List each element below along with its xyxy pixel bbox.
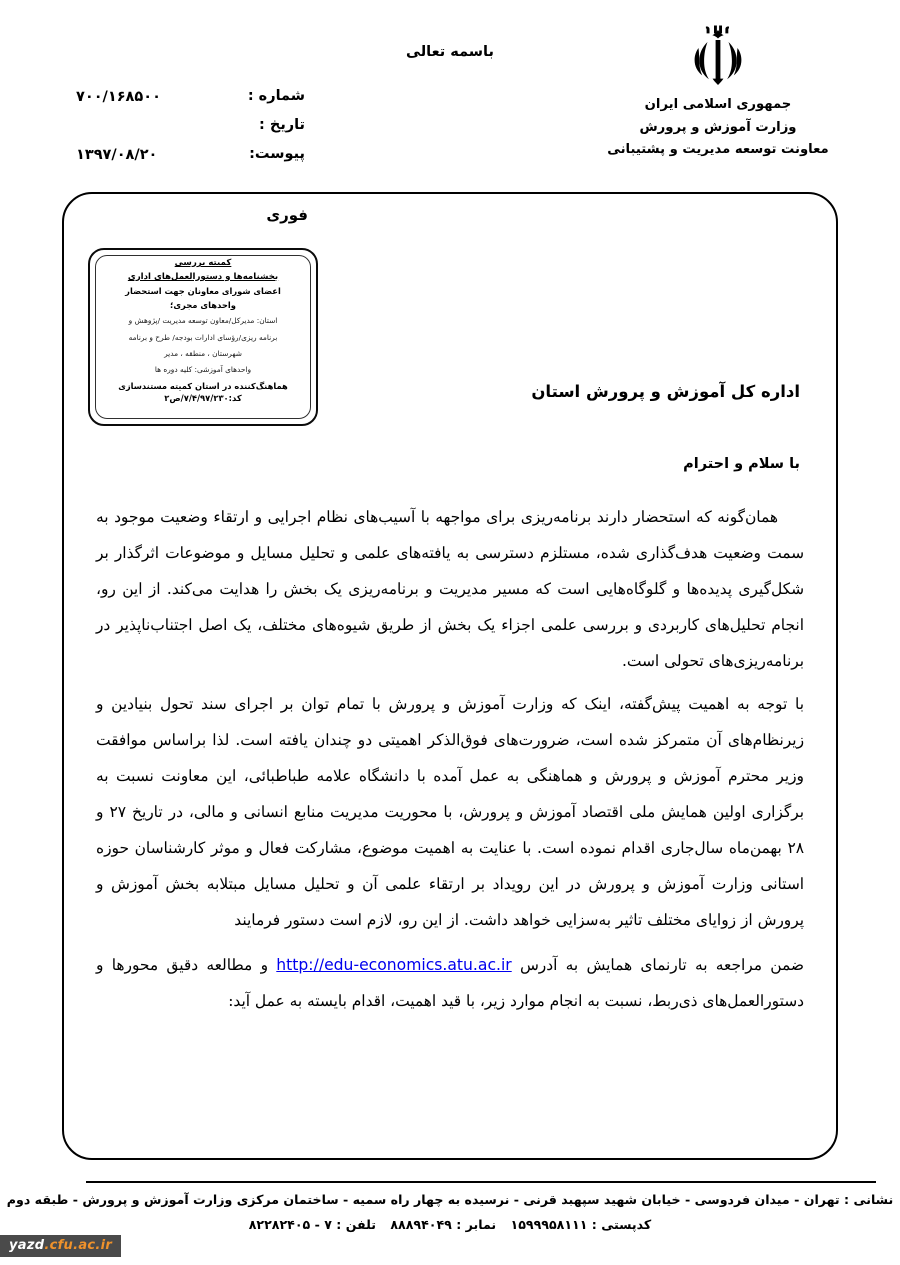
number-value: ۷۰۰/۱۶۸۵۰۰ xyxy=(76,89,161,105)
stamp-unit-line: شهرستان ، منطقه ، مدیر xyxy=(164,348,242,358)
stamp-units-heading: واحدهای مجری؛ xyxy=(170,299,236,310)
site-watermark xyxy=(0,1235,121,1257)
stamp-unit-line: واحدهای آموزشی: کلیه دوره ها xyxy=(154,365,252,375)
letter-footer xyxy=(0,1188,900,1237)
footer-contact xyxy=(0,1213,900,1238)
watermark-primary: yazd xyxy=(9,1238,45,1253)
metadata-row-attachment xyxy=(70,146,305,174)
org-line-2: وزارت آموزش و پرورش xyxy=(639,119,797,135)
conference-website-link[interactable]: http://edu-economics.atu.ac.ir xyxy=(276,955,512,974)
org-line-3: معاونت توسعه مدیریت و پشتیبانی xyxy=(607,142,829,158)
basmala-text: باسمه تعالی xyxy=(406,44,494,60)
recipient-line: اداره کل آموزش و پرورش استان xyxy=(531,382,800,401)
footer-divider xyxy=(86,1181,876,1183)
footer-address: نشانی : تهران - میدان فردوسی - خیابان شهید سپهبد قرنی - نرسیده به چهار راه سمیه - ساختمان مرکزی وزارت آموزش و پرورش - طبقه دوم xyxy=(6,1192,894,1207)
stamp-subtitle: اعضای شورای معاونان جهت استحضار xyxy=(125,285,281,296)
stamp-coordinator-line: هماهنگ‌کننده در استان کمیته مستندسازی xyxy=(118,380,288,391)
stamp-title-line-1: کمیته بررسی xyxy=(174,258,232,268)
number-label: شماره : xyxy=(247,88,305,104)
letterhead-organization xyxy=(578,24,858,162)
footer-fax: نمابر : ۸۸۸۹۴۰۴۹ xyxy=(390,1216,497,1232)
attachment-label: پیوست: xyxy=(249,146,305,162)
body-paragraph-url xyxy=(96,947,804,1020)
stamp-title-line-2: بخشنامه‌ها و دستورالعمل‌های اداری xyxy=(127,271,279,282)
body-paragraph-2: با توجه به اهمیت پیش‌گفته، اینک که وزارت آموزش و پرورش با تمام توان بر اجرای سند تحول بنیادین و زیرنظام‌های آن متمرکز شده است، ضرورت‌های فوق‌الذکر اهمیتی دو چندان یافته است. لذا براساس موافقت وزیر محترم آموزش و پرورش و هماهنگی به عمل آمده با دانشگاه علامه طباطبائی، این معاونت نسبت به برگزاری اولین همایش ملی اقتصاد آموزش و پرورش، با محوریت مدیریت منابع انسانی و مالی، در تاریخ ۲۷ و ۲۸ بهمن‌ماه سال‌جاری اقدام نموده است. با عنایت به اهمیت موضوع، مشارکت فعال و موثر کارشناسان حوزه استانی وزارت آموزش و پرورش در این رویداد بر ارتقاء علمی آن و تحلیل مسایل مبتلابه بخش آموزش و پرورش از زوایای مختلف تاثیر به‌سزایی خواهد داشت. از این رو، لازم است دستور فرمایند xyxy=(96,695,805,929)
date-label: تاریخ : xyxy=(259,117,305,133)
letter-metadata xyxy=(70,88,305,178)
stamp-unit-line: استان: مدیرکل/معاون توسعه مدیریت /پژوهش و xyxy=(128,316,278,326)
url-text-before: ضمن مراجعه به تارنمای همایش به آدرس xyxy=(520,955,804,974)
url-text-after: و مطالعه دقیق محورها و دستورالعمل‌های ذی‌ربط، نسبت به انجام موارد زیر، با قید اهمیت، اقدام بایسته به عمل آید: xyxy=(96,955,804,1010)
iran-emblem-icon xyxy=(578,24,858,86)
committee-stamp xyxy=(88,248,318,426)
urgent-label: فوری xyxy=(266,206,308,224)
letter-body xyxy=(96,500,804,1027)
metadata-row-number xyxy=(70,88,305,116)
footer-postal-code: کدپستی : ۱۵۹۹۹۵۸۱۱۱ xyxy=(510,1216,652,1232)
footer-telephone: تلفن : ۷ - ۸۲۲۸۲۴۰۵ xyxy=(248,1216,376,1232)
org-line-1: جمهوری اسلامی ایران xyxy=(644,97,792,112)
stamp-unit-line: برنامه ریزی/رؤسای ادارات بودجه/ طرح و برنامه xyxy=(128,332,278,342)
watermark-secondary: .cfu.ac.ir xyxy=(44,1238,113,1253)
stamp-code: کد:۷/۴/۹۷/۲۳۰/ص۲ xyxy=(164,392,242,403)
salutation-line: با سلام و احترام xyxy=(683,456,800,472)
date-value: ۱۳۹۷/۰۸/۲۰ xyxy=(76,147,158,163)
body-paragraph-1: همان‌گونه که استحضار دارند برنامه‌ریزی برای مواجهه با آسیب‌های نظام اجرایی و ارتقاء وضعیت موجود به سمت وضعیت هدف‌گذاری شده، مستلزم دسترسی به یافته‌های علمی و تحلیل مسایل و موضوعات اثرگذار بر شکل‌گیری پدیده‌ها و گلوگاه‌هایی است که مسیر مدیریت و برنامه‌ریزی یک بخش را هدایت می‌کند. از این رو، انجام تحلیل‌های کاربردی و بررسی علمی اجزاء یک بخش از طریق شیوه‌های مختلف، یک اصل اجتناب‌ناپذیر در برنامه‌ریزی‌های تحولی است. xyxy=(96,508,804,670)
